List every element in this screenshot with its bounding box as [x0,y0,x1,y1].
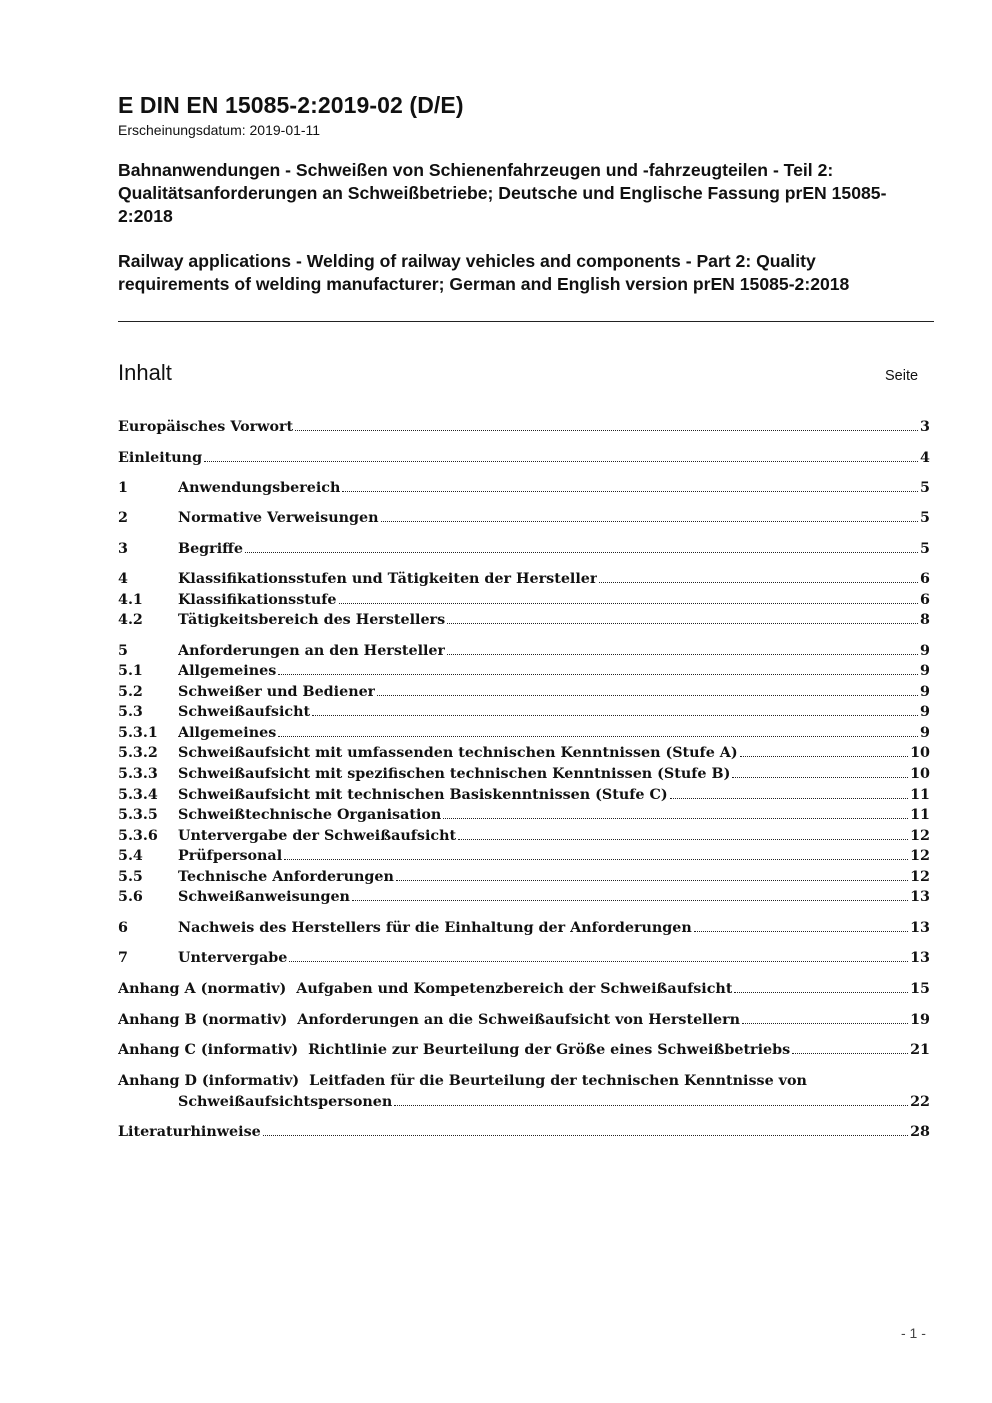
toc-entry-number: 5.3 [118,704,143,720]
toc-entry-number: 5 [118,643,128,659]
toc-entry-page: 9 [920,704,930,720]
toc-entry-number: 6 [118,920,128,936]
toc-entry-label: Europäisches Vorwort [118,419,294,435]
toc-leader-dots [381,521,919,522]
toc-entry-4-2[interactable] [118,610,930,630]
toc-entry-5-3-3[interactable] [118,764,930,784]
toc-entry-number: 5.3.2 [118,745,158,761]
toc-entry-label: Schweißaufsichtspersonen [178,1094,393,1110]
toc-entry-label: Schweißer und Bediener [178,684,376,700]
toc-entry-number: 5.3.3 [118,766,158,782]
toc-leader-dots [295,430,918,431]
toc-leader-dots [458,839,908,840]
toc-leader-dots [245,552,918,553]
toc-entry-number: 7 [118,950,128,966]
toc-entry-page: 9 [920,725,930,741]
toc-entry-5-3-4[interactable] [118,785,930,805]
toc-entry-label: Untervergabe [178,950,288,966]
toc-entry-page: 13 [910,889,930,905]
toc-entry-number: 5.1 [118,663,143,679]
toc-entry-number: 4.1 [118,592,143,608]
toc-entry-4-1[interactable] [118,590,930,610]
toc-entry-label: Tätigkeitsbereich des Herstellers [178,612,446,628]
toc-entry-5-3-2[interactable] [118,743,930,763]
toc-leader-dots [289,961,908,962]
toc-leader-dots [377,695,918,696]
toc-entry-number: 1 [118,480,128,496]
toc-entry-page: 13 [910,950,930,966]
toc-leader-dots [742,1023,908,1024]
toc-leader-dots [312,715,918,716]
toc-heading: Inhalt [118,360,172,385]
toc-entry-number: 4.2 [118,612,143,628]
toc-entry-5-3[interactable] [118,702,930,722]
toc-leader-dots [740,756,908,757]
toc-leader-dots [204,461,918,462]
toc-entry-label: Allgemeines [178,725,277,741]
toc-entry-number: 5.4 [118,848,143,864]
toc-entry-page: 10 [910,766,930,782]
toc-entry-label: Schweißaufsicht mit spezifischen technischen Kenntnissen (Stufe B) [178,766,731,782]
toc-leader-dots [339,603,919,604]
toc-leader-dots [599,582,918,583]
toc-entry-2[interactable] [118,508,930,528]
toc-entry-label: Technische Anforderungen [178,869,394,885]
toc-entry-5-3-1[interactable] [118,723,930,743]
toc-entry-5-2[interactable] [118,682,930,702]
toc-entry-page: 5 [920,541,930,557]
toc-entry-number: 5.3.4 [118,787,158,803]
toc-entry-label: Einleitung [118,450,203,466]
toc-entry-page: 11 [910,787,930,803]
toc-entry-page: 5 [920,510,930,526]
toc-entry-label: Schweißtechnische Organisation [178,807,442,823]
toc-leader-dots [694,931,908,932]
toc-entry-label: Prüfpersonal [178,848,283,864]
toc-entry-label: Anwendungsbereich [178,480,341,496]
toc-entry-annex-c[interactable] [118,1040,930,1060]
toc-leader-dots [352,900,908,901]
toc-leader-dots [734,992,908,993]
toc-entry-page: 9 [920,643,930,659]
toc-leader-dots [670,798,909,799]
toc-leader-dots [396,880,908,881]
toc-leader-dots [792,1053,908,1054]
title-german: Bahnanwendungen - Schweißen von Schienenfahrzeugen und -fahrzeugteilen - Teil 2: Qualitätsanforderungen an Schweißbetriebe; Deutsche und Englische Fassung prEN 15085-2:2018 [118,160,887,226]
toc-entry-label: Anhang A (normativ) Aufgaben und Kompetenzbereich der Schweißaufsicht [118,981,733,997]
toc-entry-page: 9 [920,663,930,679]
toc-entry-number: 5.3.5 [118,807,158,823]
toc-entry-label: Schweißaufsicht mit technischen Basiskenntnissen (Stufe C) [178,787,668,803]
toc-entry-page: 28 [910,1124,930,1140]
toc-leader-dots [447,654,918,655]
toc-entry-page: 8 [920,612,930,628]
toc-entry-5-3-5[interactable] [118,805,930,825]
toc-entry-page: 4 [920,450,930,466]
toc-entry-number: 5.6 [118,889,143,905]
toc-entry-page: 3 [920,419,930,435]
toc-entry-label: Anhang B (normativ) Anforderungen an die Schweißaufsicht von Herstellern [118,1012,741,1028]
toc-entry-7[interactable] [118,948,930,968]
toc-leader-dots [342,491,918,492]
toc-entry-5-4[interactable] [118,846,930,866]
toc-entry-number: 2 [118,510,128,526]
document-id: E DIN EN 15085-2:2019-02 (D/E) [118,92,464,118]
toc-entry-1[interactable] [118,478,930,498]
toc-entry-number: 5.2 [118,684,143,700]
toc-entry-page: 5 [920,480,930,496]
page-number: - 1 - [901,1325,926,1341]
toc-entry-page: 21 [910,1042,930,1058]
toc-page-label: Seite [885,368,919,384]
toc-entry-page: 6 [920,592,930,608]
toc-entry-annex-a[interactable] [118,979,930,999]
toc-leader-dots [263,1135,908,1136]
toc-entry-annex-d-title[interactable]: Anhang D (informativ) Leitfaden für die Beurteilung der technischen Kenntnisse von [118,1073,807,1089]
toc-entry-number: 3 [118,541,128,557]
toc-entry-5-3-6[interactable] [118,826,930,846]
toc-entry-bibliography[interactable] [118,1122,930,1142]
toc-entry-number: 5.5 [118,869,143,885]
toc-entry-page: 12 [910,869,930,885]
toc-leader-dots [394,1105,908,1106]
toc-entry-page: 10 [910,745,930,761]
toc-entry-label: Anforderungen an den Hersteller [178,643,446,659]
toc-entry-6[interactable] [118,918,930,938]
toc-entry-3[interactable] [118,539,930,559]
toc-leader-dots [278,736,918,737]
toc-entry-annex-d[interactable] [178,1092,930,1112]
toc-entry-page: 11 [910,807,930,823]
toc-entry-label: Schweißaufsicht [178,704,311,720]
toc-entry-label: Schweißaufsicht mit umfassenden technischen Kenntnissen (Stufe A) [178,745,738,761]
toc-entry-label: Untervergabe der Schweißaufsicht [178,828,457,844]
toc-entry-page: 6 [920,571,930,587]
toc-entry-5-5[interactable] [118,867,930,887]
toc-entry-label: Schweißanweisungen [178,889,350,905]
toc-entry-page: 22 [910,1094,930,1110]
toc-entry-5-1[interactable] [118,661,930,681]
toc-entry-5-6[interactable] [118,887,930,907]
toc-entry-page: 9 [920,684,930,700]
toc-entry-label: Allgemeines [178,663,277,679]
title-divider [118,321,934,322]
toc-entry-page: 15 [910,981,930,997]
toc-leader-dots [443,818,908,819]
toc-entry-page: 12 [910,848,930,864]
publication-date: Erscheinungsdatum: 2019-01-11 [118,122,321,138]
toc-leader-dots [447,623,918,624]
title-english: Railway applications - Welding of railway vehicles and components - Part 2: Quality requirements of welding manufacturer; German and English version prEN 15085-2:2018 [118,251,850,294]
toc-entry-label: Klassifikationsstufen und Tätigkeiten der Hersteller [178,571,598,587]
toc-leader-dots [278,674,918,675]
toc-entry-foreword[interactable] [118,417,930,437]
toc-entry-number: 4 [118,571,128,587]
toc-leader-dots [284,859,908,860]
toc-entry-number: 5.3.1 [118,725,158,741]
toc-leader-dots [732,777,908,778]
toc-entry-label: Anhang C (informativ) Richtlinie zur Beurteilung der Größe eines Schweißbetriebs [118,1042,791,1058]
toc-entry-label: Nachweis des Herstellers für die Einhaltung der Anforderungen [178,920,692,936]
toc-entry-label: Literaturhinweise [118,1124,261,1140]
toc-entry-label: Begriffe [178,541,243,557]
toc-entry-4[interactable] [118,569,930,589]
toc-entry-page: 19 [910,1012,930,1028]
toc-entry-5[interactable] [118,641,930,661]
toc-entry-page: 13 [910,920,930,936]
toc-entry-page: 12 [910,828,930,844]
toc-entry-number: 5.3.6 [118,828,158,844]
toc-entry-label: Klassifikationsstufe [178,592,337,608]
toc-entry-introduction[interactable] [118,448,930,468]
toc-entry-annex-b[interactable] [118,1010,930,1030]
toc-entry-label: Normative Verweisungen [178,510,379,526]
